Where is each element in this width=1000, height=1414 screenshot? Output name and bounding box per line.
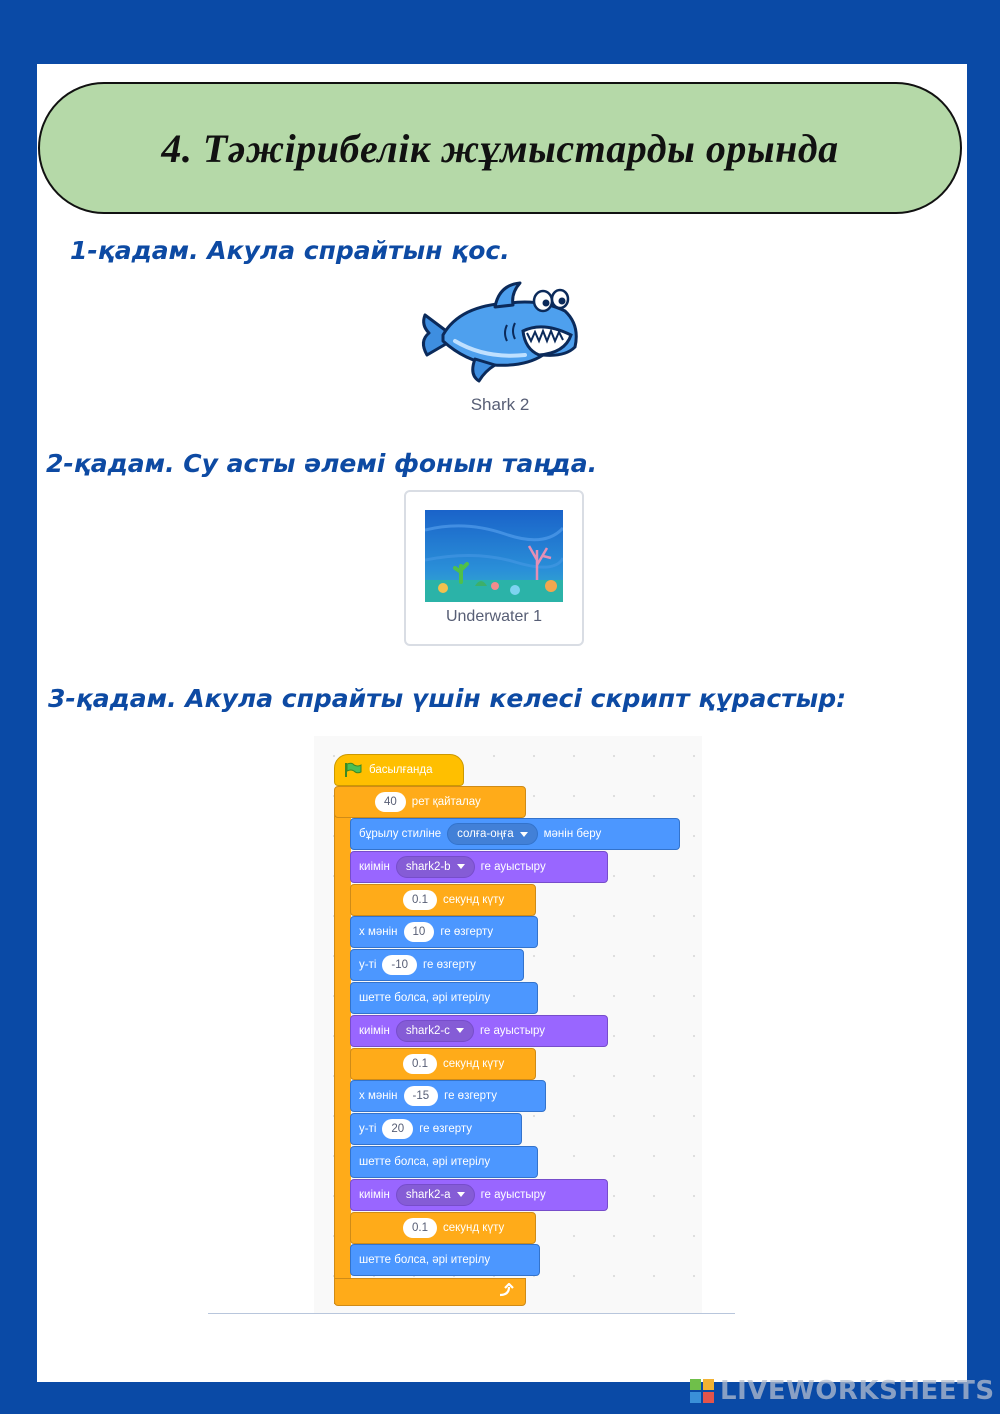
- caret-down-icon: [456, 1028, 464, 1033]
- costume-dropdown[interactable]: [396, 1184, 475, 1206]
- repeat-count-input[interactable]: 40: [375, 792, 406, 812]
- block-label: x мәнін: [359, 1090, 398, 1103]
- shark-icon: [415, 275, 585, 385]
- scratch-script-area: [314, 736, 702, 1313]
- costume-dropdown[interactable]: [396, 856, 475, 878]
- change-x-block[interactable]: [350, 916, 538, 948]
- switch-costume-block[interactable]: [350, 1179, 608, 1211]
- repeat-block-arm: [334, 802, 351, 1304]
- dropdown-value: солға-оңға: [457, 828, 514, 840]
- page-title: 4. Тәжірибелік жұмыстарды орында: [161, 125, 839, 171]
- caret-down-icon: [457, 1192, 465, 1197]
- wait-block[interactable]: [350, 884, 536, 916]
- block-label: ге ауыстыру: [480, 1188, 546, 1201]
- title-banner: [38, 82, 962, 214]
- green-flag-icon: [343, 762, 363, 778]
- block-label: шетте болса, әрі итерілу: [359, 1254, 491, 1267]
- divider-line: [208, 1313, 735, 1314]
- backdrop-name: Underwater 1: [445, 608, 543, 625]
- sprite-thumbnail: [415, 275, 585, 420]
- when-flag-clicked-block[interactable]: [334, 754, 464, 786]
- loop-arrow-icon: [497, 1283, 515, 1299]
- block-label: бұрылу стиліне: [359, 828, 442, 840]
- repeat-block[interactable]: [334, 786, 526, 818]
- block-label: шетте болса, әрі итерілу: [359, 1156, 491, 1168]
- wait-block[interactable]: [350, 1212, 536, 1244]
- block-label: киімін: [359, 1188, 390, 1201]
- backdrop-thumbnail: [404, 490, 584, 646]
- step-2-text: 2-қадам. Су асты әлемі фонын таңда.: [46, 449, 598, 478]
- number-input[interactable]: 20: [382, 1119, 413, 1139]
- hat-label: басылғанда: [369, 764, 433, 776]
- block-label: y-ті: [359, 1123, 377, 1136]
- change-x-block[interactable]: [350, 1080, 546, 1112]
- dropdown-value: shark2-c: [405, 1024, 450, 1037]
- dropdown-value: shark2-a: [405, 1188, 451, 1201]
- change-y-block[interactable]: [350, 949, 524, 981]
- block-label: секунд күту: [443, 893, 505, 906]
- bounce-on-edge-block[interactable]: [350, 982, 538, 1014]
- block-label: шетте болса, әрі итерілу: [359, 992, 491, 1004]
- repeat-label: рет қайталау: [411, 796, 481, 808]
- switch-costume-block[interactable]: [350, 851, 608, 883]
- block-label: киімін: [359, 860, 390, 873]
- step-3-text: 3-қадам. Акула спрайты үшін келесі скрипт құрастыр:: [48, 684, 847, 713]
- number-input[interactable]: -15: [404, 1086, 439, 1106]
- block-label: секунд күту: [443, 1057, 505, 1070]
- change-y-block[interactable]: [350, 1113, 522, 1145]
- switch-costume-block[interactable]: [350, 1015, 608, 1047]
- liveworksheets-watermark: [690, 1376, 995, 1406]
- wait-block[interactable]: [350, 1048, 536, 1080]
- caret-down-icon: [457, 864, 465, 869]
- liveworksheets-logo-icon: [690, 1379, 714, 1403]
- block-label: ге өзгерту: [423, 959, 476, 972]
- bounce-on-edge-block[interactable]: [350, 1244, 540, 1276]
- block-label: секунд күту: [443, 1221, 505, 1234]
- costume-dropdown[interactable]: [396, 1020, 474, 1042]
- step-1-text: 1-қадам. Акула спрайтын қос.: [70, 236, 510, 265]
- block-label: ге өзгерту: [419, 1123, 473, 1136]
- caret-down-icon: [520, 832, 528, 837]
- bounce-on-edge-block[interactable]: [350, 1146, 538, 1178]
- block-label: киімін: [359, 1024, 390, 1037]
- rotation-style-dropdown[interactable]: [447, 823, 538, 845]
- number-input[interactable]: 0.1: [403, 890, 437, 910]
- underwater-thumbnail: [425, 510, 563, 602]
- number-input[interactable]: -10: [382, 955, 417, 975]
- dropdown-value: shark2-b: [405, 860, 451, 873]
- block-label: ге өзгерту: [440, 926, 494, 939]
- number-input[interactable]: 0.1: [403, 1054, 437, 1074]
- number-input[interactable]: 0.1: [403, 1218, 437, 1238]
- block-label: ге ауыстыру: [479, 1024, 546, 1037]
- block-label: мәнін беру: [543, 828, 602, 840]
- block-label: x мәнін: [359, 926, 398, 939]
- block-label: ге ауыстыру: [480, 860, 546, 873]
- sprite-name: Shark 2: [470, 395, 530, 414]
- repeat-block-foot: [334, 1278, 526, 1306]
- number-input[interactable]: 10: [404, 922, 435, 942]
- watermark-text: LIVEWORKSHEETS: [720, 1376, 995, 1406]
- set-rotation-style-block[interactable]: [350, 818, 680, 850]
- block-label: y-ті: [359, 959, 377, 972]
- block-label: ге өзгерту: [444, 1090, 497, 1103]
